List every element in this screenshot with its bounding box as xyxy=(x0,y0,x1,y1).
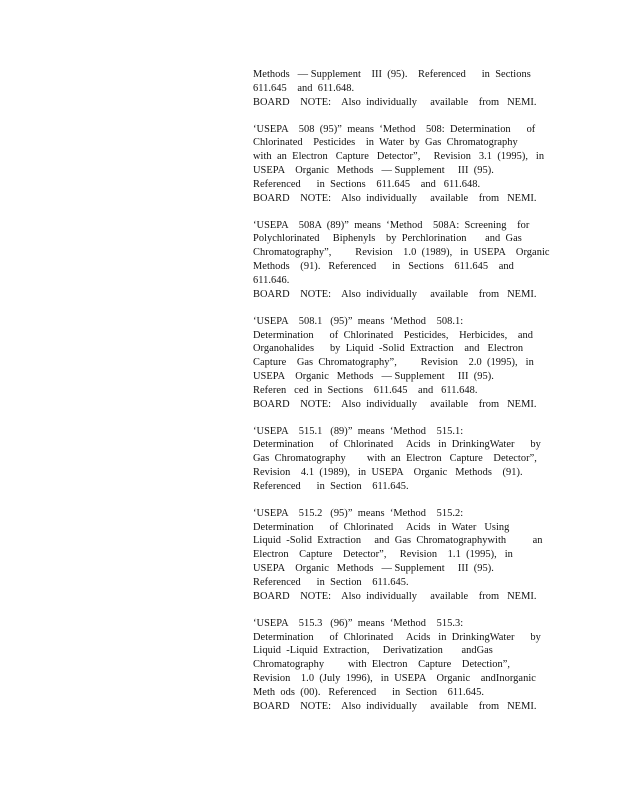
text-line: Gas Chromatography with an Electron Capture Detector”, xyxy=(253,453,537,465)
text-line: Methods — Supplement III (95). Referenced in Sections xyxy=(253,69,531,80)
text-line: BOARD NOTE: Also individually available from NEMI. xyxy=(253,288,537,300)
text-line: ‘USEPA 508.1 (95)” means ‘Method 508.1: xyxy=(253,315,464,327)
definition-paragraph xyxy=(253,219,550,302)
text-line: Meth ods (00). Referenced in Section 611.645. xyxy=(253,686,485,698)
text-line: Revision 4.1 (1989), in USEPA Organic Methods (91). xyxy=(253,467,523,479)
text-line: Polychlorinated Biphenyls by Perchlorination and Gas xyxy=(253,233,522,245)
text-line: 611.645 and 611.648. xyxy=(253,82,355,94)
definition-paragraph xyxy=(253,68,543,110)
text-line: Organohalides by Liquid -Solid Extraction and Electron xyxy=(253,343,524,355)
definition-paragraph xyxy=(253,123,543,206)
text-line: Revision 1.0 (July 1996), in USEPA Organic andInorganic xyxy=(253,673,536,685)
text-line: Chlorinated Pesticides in Water by Gas Chromatography xyxy=(253,137,518,149)
text-line: BOARD NOTE: Also individually available from NEMI. xyxy=(253,96,537,108)
text-line: Referenced in Sections 611.645 and 611.648. xyxy=(253,178,481,190)
definition-paragraph xyxy=(253,425,543,494)
text-line: BOARD NOTE: Also individually available from NEMI. xyxy=(253,192,537,204)
text-line: Referenced in Section 611.645. xyxy=(253,577,409,588)
text-line: Chromatography with Electron Capture Detection”, xyxy=(253,659,511,671)
text-line: Referenced in Section 611.645. xyxy=(253,480,409,492)
text-line: Determination of Chlorinated Acids in Water Using xyxy=(253,521,510,533)
text-line: Capture Gas Chromatography”, Revision 2.0 (1995), in xyxy=(253,357,534,369)
text-line: Chromatography”, Revision 1.0 (1989), in USEPA Organic xyxy=(253,247,550,259)
regulation-text-column xyxy=(253,68,550,727)
text-line: BOARD NOTE: Also individually available from NEMI. xyxy=(253,590,537,602)
text-line: Determination of Chlorinated Acids in DrinkingWater by xyxy=(253,631,541,643)
text-line: ‘USEPA 515.1 (89)” means ‘Method 515.1: xyxy=(253,425,464,437)
definition-paragraph xyxy=(253,617,543,714)
text-line: with an Electron Capture Detector”, Revision 3.1 (1995), in xyxy=(253,151,545,163)
text-line: Methods (91). Referenced in Sections 611.645 and xyxy=(253,261,514,273)
text-line: ‘USEPA 515.3 (96)” means ‘Method 515.3: xyxy=(253,617,464,629)
text-line: Electron Capture Detector”, Revision 1.1 (1995), in xyxy=(253,549,513,561)
text-line: USEPA Organic Methods — Supplement III (95). xyxy=(253,563,494,575)
text-line: Liquid -Liquid Extraction, Derivatization andGas xyxy=(253,645,493,657)
text-line: Liquid -Solid Extraction and Gas Chromatographywith an xyxy=(253,535,543,547)
text-line: USEPA Organic Methods — Supplement III (95). xyxy=(253,371,494,383)
text-line: USEPA Organic Methods — Supplement III (95). xyxy=(253,165,494,177)
text-line: Referen ced in Sections 611.645 and 611.648. xyxy=(253,384,478,396)
definition-paragraph xyxy=(253,507,543,604)
definition-paragraph xyxy=(253,315,543,412)
text-line: ‘USEPA 508A (89)” means ‘Method 508A: Screening for xyxy=(253,219,530,231)
text-line: BOARD NOTE: Also individually available from NEMI. xyxy=(253,398,537,410)
text-line: BOARD NOTE: Also individually available from NEMI. xyxy=(253,700,537,712)
text-line: ‘USEPA 515.2 (95)” means ‘Method 515.2: xyxy=(253,507,464,519)
text-line: ‘USEPA 508 (95)” means ‘Method 508: Determination of xyxy=(253,123,536,135)
text-line: Determination of Chlorinated Pesticides, Herbicides, and xyxy=(253,329,533,341)
text-line: Determination of Chlorinated Acids in DrinkingWater by xyxy=(253,439,541,451)
text-line: 611.646. xyxy=(253,274,290,286)
